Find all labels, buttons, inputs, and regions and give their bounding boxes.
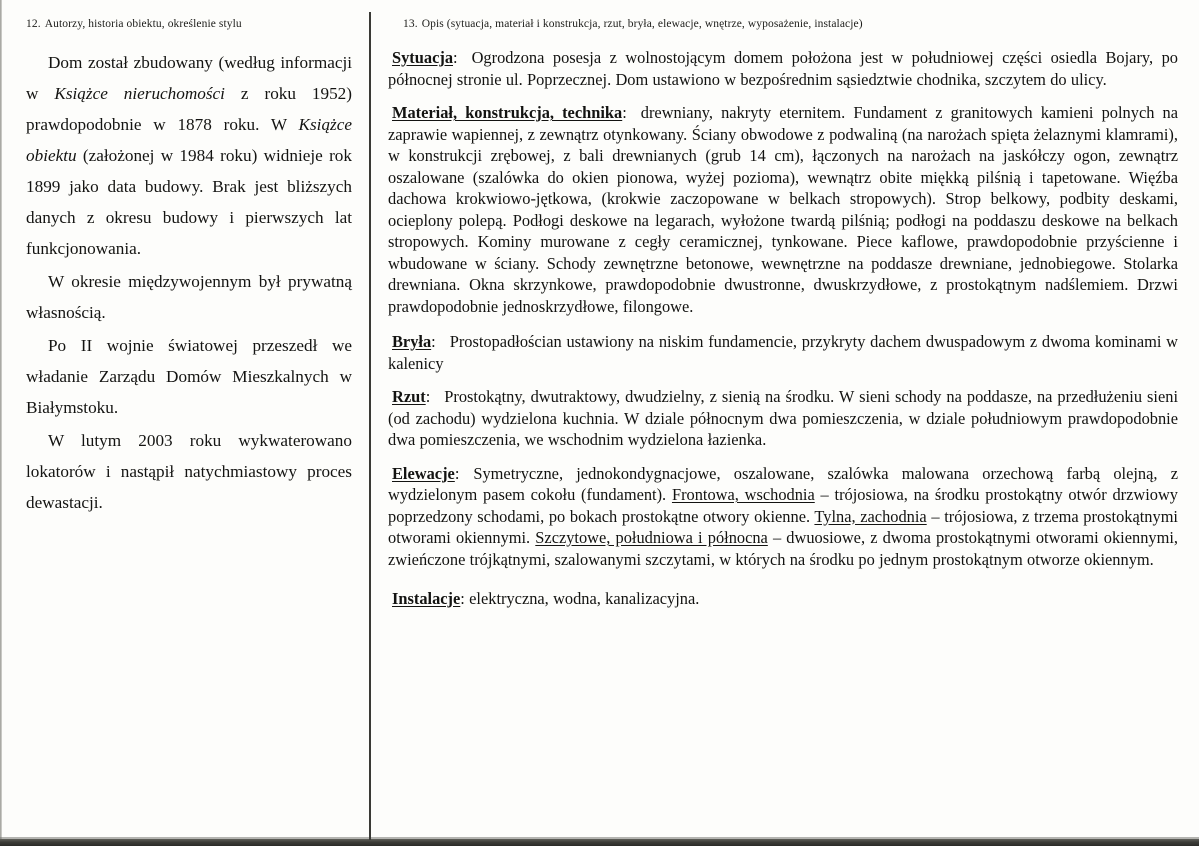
paragraph-p1-run: (założonej w 1984 roku) widnieje rok 1899 jako data budowy. Brak jest bliższych danych z okresu budowy i pierwszych lat funkcjonowania. [26,146,352,258]
paragraph-p2-run: W okresie międzywojennym był prywatną własnością. [26,272,352,322]
paragraph-p1-run: Dom został zbudowany (według informacji w [26,53,352,103]
section-lead-material-konstrukcja-technika: Materiał, konstrukcja, technika [392,103,623,122]
paragraph-p1 [26,47,352,264]
section-separator-elewacje: : [454,463,460,483]
field-12-caption-text: Autorzy, historia obiektu, określenie stylu [44,18,242,30]
section-elewacje [388,463,1178,571]
section-lead-instalacje: Instalacje [392,589,461,608]
section-lead-elewacje: Elewacje [392,463,455,483]
section-body-elewacje-run: – trójosiowa, z trzema prostokątnymi otworami okiennymi. [388,506,1178,547]
section-body-elewacje-run: Symetryczne, jednokondygnacjowe, oszalowane, szalówka malowana orzechową farbą olejną, z wydzielonym pasem cokołu (fundament). [388,463,1178,504]
paragraph-p4 [26,425,352,518]
section-rzut [388,386,1178,451]
paragraph-p1-italic-run: Książce nieruchomości [54,84,225,103]
field-13-body [388,47,1178,610]
field-12-number: 12. [26,18,41,30]
section-material-konstrukcja-technika [388,102,1178,317]
paragraph-p3-run: Po II wojnie światowej przeszedł we władanie Zarządu Domów Mieszkalnych w Białymstoku. [26,336,352,417]
paragraph-p4-run: W lutym 2003 roku wykwaterowano lokatorów i nastąpił natychmiastowy proces dewastacji. [26,431,352,512]
section-separator-sytuacja: : [453,48,458,67]
section-body-sytuacja-run: Ogrodzona posesja z wolnostojącym domem położona jest w południowej części osiedla Bojary, po północnej stronie ul. Poprzecznej. Dom ustawiono w bezpośrednim sąsiedztwie chodnika, szczytem do ulicy. [388,48,1178,89]
section-lead-sytuacja: Sytuacja [392,48,454,67]
section-body-elewacje-run: – dwuosiowe, z dwoma prostokątnymi otworami okiennymi, zwieńczone trójkątnymi, szalowanymi szczytami, w których na środku po jednym prostokątnym otworze okiennym. [388,528,1178,569]
field-12-caption [26,18,242,30]
section-body-elewacje-run: – trójosiowa, na środku prostokątny otwór drzwiowy poprzedzony schodami, po bokach prostokątne otwory okienne. [388,485,1178,526]
paragraph-p1-italic-run: Książce obiektu [26,115,352,165]
section-separator-rzut: : [425,387,431,406]
section-body-rzut-run: Prostokątny, dwutraktowy, dwudzielny, z sienią na środku. W sieni schody na poddasze, na przedłużeniu sieni (od zachodu) wydzielona kuchnia. W dziale północnym dwa pomieszczenia, w dziale południowym prawdopodobnie dwa pomieszczenia, we wschodnim wydzielona łazienka. [388,387,1178,449]
section-sytuacja [388,47,1178,90]
section-separator-bryla: : [431,332,436,351]
scan-edge-bottom [0,839,1199,846]
section-bryla [388,331,1178,374]
section-body-elewacje-underlined-run: Frontowa, wschodnia [671,485,815,504]
field-13-number: 13. [403,18,418,30]
section-body-bryla-run: Prostopadłościan ustawiony na niskim fundamencie, przykryty dachem dwuspadowym z dwoma kominami w kalenicy [388,332,1178,373]
field-13-caption [403,18,863,30]
paragraph-p3 [26,330,352,423]
section-body-instalacje-run: elektryczna, wodna, kanalizacyjna. [464,589,700,608]
section-body-elewacje-underlined-run: Tylna, zachodnia [814,506,927,526]
section-separator-instalacje: : [460,589,465,608]
section-lead-rzut: Rzut [392,387,426,406]
column-divider [369,12,371,840]
field-13-caption-text: Opis (sytuacja, materiał i konstrukcja, rzut, bryła, elewacje, wnętrze, wyposażenie, instalacje) [421,18,863,30]
section-separator-material-konstrukcja-technika: : [622,103,627,122]
section-body-elewacje-underlined-run: Szczytowe, południowa i północna [535,528,768,547]
section-instalacje [388,588,1178,610]
paragraph-p2 [26,266,352,328]
section-lead-bryla: Bryła [392,332,432,351]
paragraph-p1-run: z roku 1952) prawdopodobnie w 1878 roku. W [26,84,353,134]
scan-edge-left [0,0,2,840]
field-12-body [26,47,352,518]
section-body-material-konstrukcja-technika-run: drewniany, nakryty eternitem. Fundament z granitowych kamieni polnych na zaprawie wapiennej, z zewnątrz otynkowany. Ściany obwodowe z podwaliną (na narożach spięta żelaznymi klamrami), w konstrukcji zrębowej, z bali drewnianych (grub 14 cm), łączonych na narożach na jaskółczy ogon, zewnątrz oszalowane (szalówka do okien pionowa, wyżej pozioma), wewnątrz obite miękką pilśnią i tapetowane. Więźba dachowa krokwiowo-jętkowa, (krokwie zaczopowane w belkach stropowych). Strop belkowy, podbity deskami, ocieplony polepą. Podłogi deskowe na legarach, wyłożone twardą pilśnią; podłogi na poddaszu deskowe na belkach stropowych. Kominy murowane z cegły ceramicznej, tynkowane. Piece kaflowe, prawdopodobnie przyścienne i wbudowane w ściany. Schody zewnętrzne betonowe, wewnętrzne na poddasze drewniane, jednobiegowe. Stolarka drewniana. Okna skrzynkowe, prawdopodobnie dwustronne, dwuskrzydłowe, z prostokątnym nadślemiem. Drzwi prawdopodobnie jednoskrzydłowe, filongowe. [388,103,1178,316]
